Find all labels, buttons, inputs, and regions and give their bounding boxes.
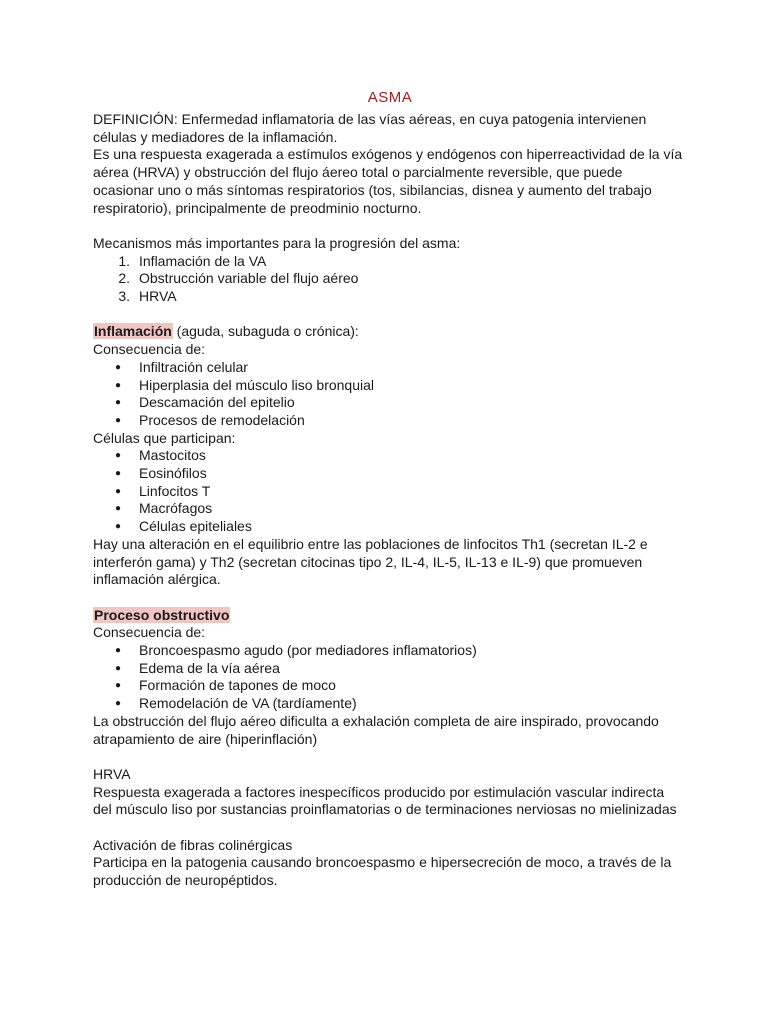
bullet-icon: ● [115, 698, 122, 710]
bullet-icon: ● [115, 521, 122, 533]
bullet-icon: ● [115, 645, 122, 657]
list-number: 1. [118, 252, 130, 269]
bullet-icon: ● [115, 397, 122, 409]
cholinergic-paragraph: Participa en la patogenia causando broncoespasmo e hipersecreción de moco, a través de la producción de neuropéptidos. [93, 854, 672, 889]
list-item: ● Mastocitos [115, 447, 206, 464]
mechanisms-list [93, 253, 683, 306]
obstructive-paragraph: La obstrucción del flujo aéreo dificulta a exhalación completa de aire inspirado, provocando atrapamiento de aire (hiperinflación) [93, 712, 659, 747]
obstructive-consequence-list [93, 642, 683, 713]
list-item: ● Células epiteliales [115, 518, 252, 535]
bullet-icon: ● [115, 680, 122, 692]
page-title: ASMA [367, 89, 413, 106]
list-item: 2. Obstrucción variable del flujo aéreo [93, 270, 683, 288]
inflammation-heading: Inflamación [94, 323, 172, 340]
list-item: ● Linfocitos T [115, 482, 211, 499]
spacer [93, 748, 683, 766]
document-page [93, 88, 683, 890]
inflammation-cells-label: Células que participan: [93, 429, 236, 446]
hrva-paragraph: Respuesta exagerada a factores inespecíficos producido por estimulación vascular indirecta del músculo liso por sustancias proinflamatorias o de terminaciones nerviosas no mielinizadas [93, 783, 677, 818]
list-item: ● Procesos de remodelación [115, 411, 305, 428]
bullet-icon: ● [115, 361, 122, 373]
spacer [93, 306, 683, 324]
mechanisms-intro: Mecanismos más importantes para la progresión del asma: [93, 234, 461, 251]
inflammation-consequence-label: Consecuencia de: [93, 341, 206, 358]
bullet-icon: ● [115, 468, 122, 480]
list-item: 1. Inflamación de la VA [93, 253, 683, 271]
list-item: ● Broncoespasmo agudo (por mediadores inflamatorios) [115, 642, 477, 659]
spacer [93, 217, 683, 235]
cholinergic-heading: Activación de fibras colinérgicas [93, 836, 293, 853]
hrva-heading: HRVA [93, 765, 131, 782]
inflammation-cells-list [93, 447, 683, 536]
inflammation-heading-line [93, 323, 683, 341]
definition-paragraph: DEFINICIÓN: Enfermedad inflamatoria de las vías aéreas, en cuya patogenia intervienen células y mediadores de la inflamación. [93, 111, 647, 145]
spacer [93, 589, 683, 607]
bullet-icon: ● [115, 379, 122, 391]
inflammation-consequence-list [93, 359, 683, 430]
bullet-icon: ● [115, 485, 122, 497]
obstructive-heading: Proceso obstructivo [94, 606, 230, 623]
list-item: ● Eosinófilos [115, 465, 207, 482]
obstructive-consequence-label: Consecuencia de: [93, 624, 206, 641]
list-item: ● Descamación del epitelio [115, 394, 295, 411]
bullet-icon: ● [115, 450, 122, 462]
list-item: ● Macrófagos [115, 500, 213, 517]
spacer [93, 819, 683, 837]
list-number: 3. [118, 288, 130, 305]
list-number: 2. [118, 270, 130, 287]
list-item: ● Edema de la vía aérea [115, 659, 280, 676]
list-item: ● Formación de tapones de moco [115, 677, 336, 694]
obstructive-heading-line [93, 607, 683, 625]
description-paragraph: Es una respuesta exagerada a estímulos exógenos y endógenos con hiperreactividad de la vía aérea (HRVA) y obstrucción del flujo áereo total o parcialmente reversible, que puede ocasionar uno o más síntomas respiratorios (tos, sibilancias, disnea y aumento del trabajo respiratorio), principalmente de preodminio nocturno. [93, 146, 683, 216]
inflammation-heading-rest: (aguda, subaguda o crónica): [172, 323, 359, 340]
inflammation-paragraph: Hay una alteración en el equilibrio entre las poblaciones de linfocitos Th1 (secretan IL-2 e interferón gama) y Th2 (secretan citocinas tipo 2, IL-4, IL-5, IL-13 e IL-9) que promueven inflamación alérgica. [93, 535, 648, 588]
list-item: 3. HRVA [93, 288, 683, 306]
list-item: ● Infiltración celular [115, 358, 248, 375]
list-item: ● Hiperplasia del músculo liso bronquial [115, 376, 375, 393]
bullet-icon: ● [115, 414, 122, 426]
bullet-icon: ● [115, 662, 122, 674]
bullet-icon: ● [115, 503, 122, 515]
list-item: ● Remodelación de VA (tardíamente) [115, 695, 357, 712]
